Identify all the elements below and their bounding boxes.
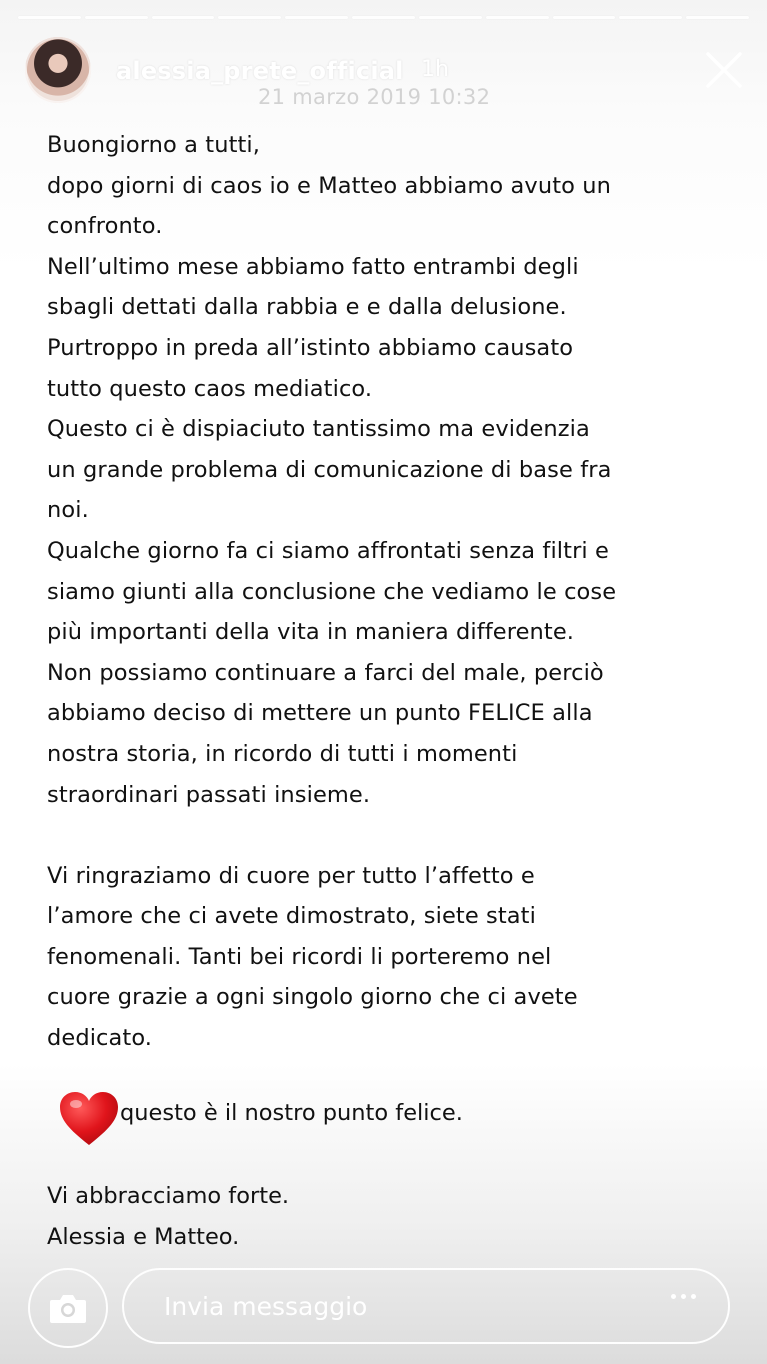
text-line: cuore grazie a ogni singolo giorno che ci avete <box>47 984 578 1011</box>
text-line: confronto. <box>47 213 163 240</box>
progress-segment <box>285 16 348 19</box>
text-line: sbagli dettati dalla rabbia e e dalla delusione. <box>47 294 567 321</box>
text-line: straordinari passati insieme. <box>47 781 371 808</box>
heart-text: questo è il nostro punto felice. <box>120 1100 463 1126</box>
text-line: dedicato. <box>47 1025 153 1052</box>
date-stamp: 21 marzo 2019 10:32 <box>258 85 491 109</box>
text-line: più importanti della vita in maniera differente. <box>47 619 575 646</box>
text-line: fenomenali. Tanti bei ricordi li porteremo nel <box>47 943 552 970</box>
text-line: siamo giunti alla conclusione che vediamo le cose <box>47 578 617 605</box>
message-field[interactable] <box>122 1268 730 1344</box>
text-line: tutto questo caos mediatico. <box>47 375 373 402</box>
text-line: abbiamo deciso di mettere un punto FELICE alla <box>47 700 593 727</box>
more-dots-icon <box>671 1294 676 1299</box>
signoff-line: Alessia e Matteo. <box>47 1223 240 1250</box>
text-line: Purtroppo in preda all’istinto abbiamo causato <box>47 334 574 361</box>
progress-segment <box>419 16 482 19</box>
progress-segment <box>553 16 616 19</box>
signoff <box>47 1176 289 1257</box>
text-line: noi. <box>47 497 89 524</box>
progress-segment <box>619 16 682 19</box>
message-input[interactable] <box>162 1291 606 1322</box>
progress-segment <box>686 16 749 19</box>
text-line: l’amore che ci avete dimostrato, siete stati <box>47 903 536 930</box>
avatar[interactable] <box>25 37 91 103</box>
more-options-button[interactable] <box>671 1294 696 1299</box>
text-line: Buongiorno a tutti, <box>47 132 261 158</box>
camera-icon <box>48 1291 88 1325</box>
close-button[interactable] <box>704 50 744 90</box>
time-ago: 1h <box>421 57 449 82</box>
text-line: Nell’ultimo mese abbiamo fatto entrambi degli <box>47 253 579 280</box>
text-line: Qualche giorno fa ci siamo affrontati senza filtri e <box>47 537 609 564</box>
close-icon <box>704 50 744 90</box>
progress-segment <box>152 16 215 19</box>
story-text <box>47 125 737 1059</box>
progress-segment <box>85 16 148 19</box>
camera-button[interactable] <box>28 1268 108 1348</box>
story-progress-bar <box>18 16 749 19</box>
heart-icon <box>58 1090 120 1148</box>
text-line: dopo giorni di caos io e Matteo abbiamo avuto un <box>47 172 611 199</box>
progress-segment <box>218 16 281 19</box>
progress-segment <box>352 16 415 19</box>
username[interactable]: alessia_prete_official <box>116 57 404 85</box>
heart-line <box>58 1090 463 1148</box>
text-line: Vi ringraziamo di cuore per tutto l’affetto e <box>47 862 535 889</box>
text-line: Non possiamo continuare a farci del male, perciò <box>47 659 604 686</box>
paragraph-spacer <box>47 815 737 856</box>
text-line: un grande problema di comunicazione di base fra <box>47 456 612 483</box>
progress-segment <box>486 16 549 19</box>
progress-segment <box>18 16 81 19</box>
signoff-line: Vi abbracciamo forte. <box>47 1183 290 1209</box>
text-line: nostra storia, in ricordo di tutti i momenti <box>47 740 518 767</box>
text-line: Questo ci è dispiaciuto tantissimo ma evidenzia <box>47 416 590 443</box>
